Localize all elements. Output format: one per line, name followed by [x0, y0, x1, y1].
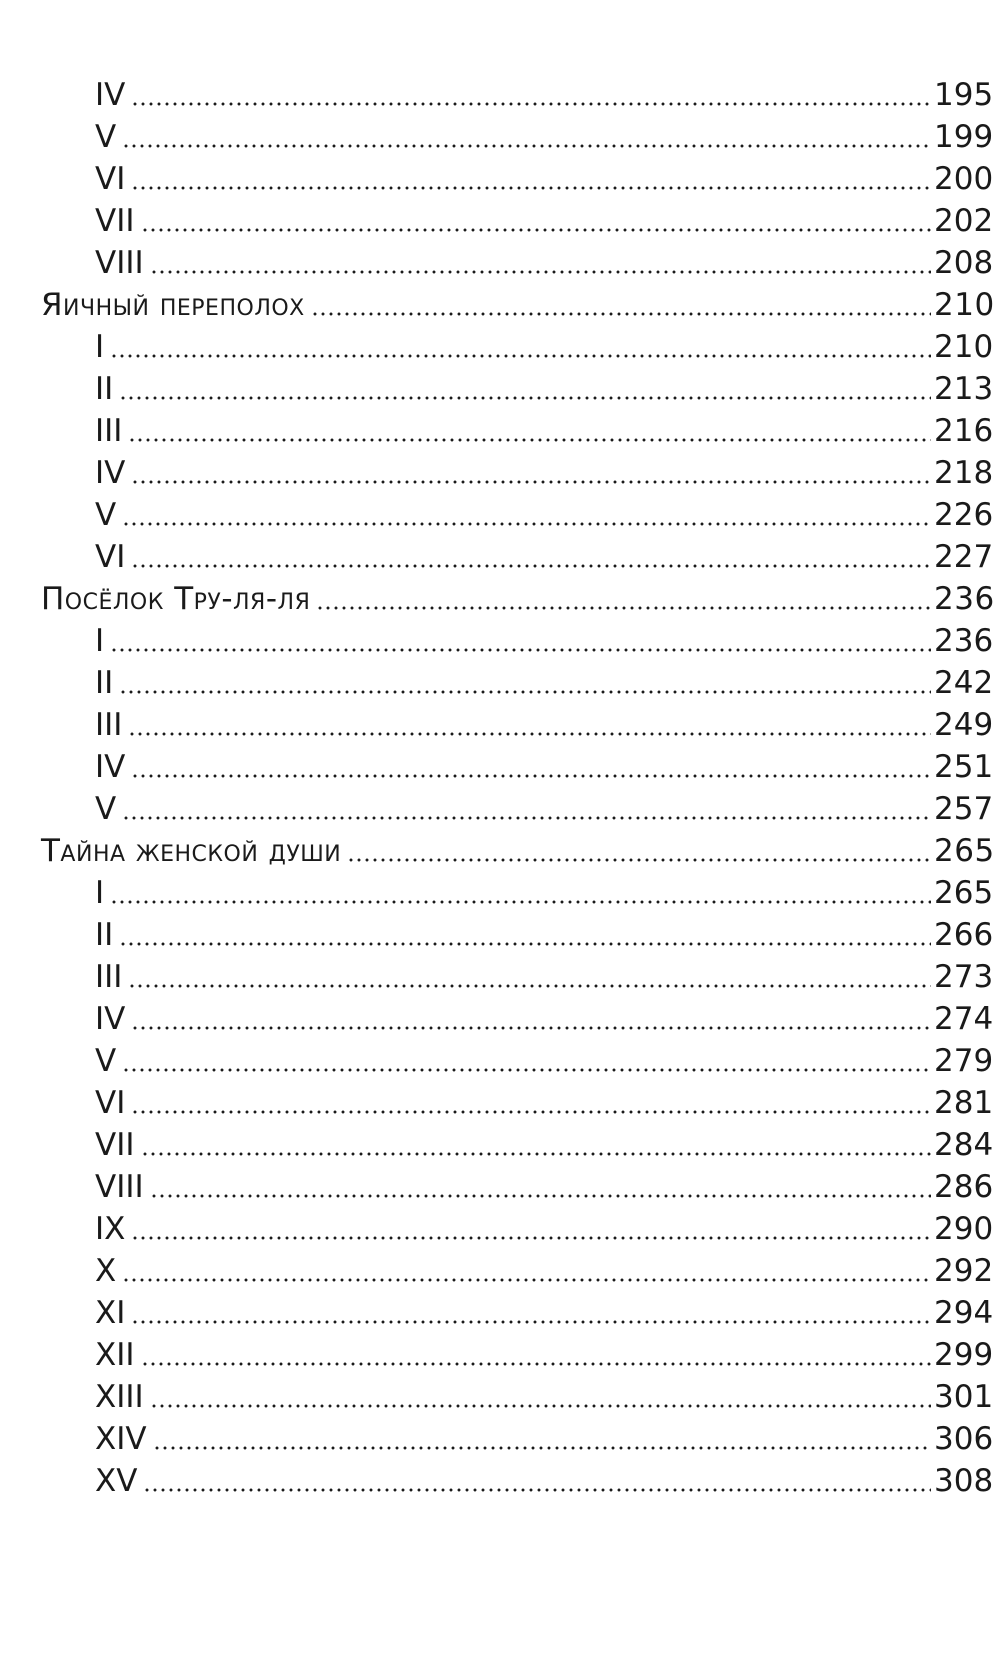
page-number: 236	[934, 623, 994, 659]
section-number: XIV	[95, 1421, 147, 1457]
page-number: 213	[934, 371, 994, 407]
page-number: 286	[934, 1169, 994, 1205]
page-number: 200	[934, 161, 994, 197]
dot-leader	[122, 1277, 931, 1283]
section-number: XIII	[95, 1379, 144, 1415]
toc-section-row[interactable]	[0, 620, 1000, 662]
dot-leader	[131, 101, 931, 107]
table-of-contents	[0, 74, 1000, 1502]
toc-section-row[interactable]	[0, 452, 1000, 494]
dot-leader	[316, 605, 931, 611]
page-number: 306	[934, 1421, 994, 1457]
toc-section-row[interactable]	[0, 956, 1000, 998]
toc-section-row[interactable]	[0, 788, 1000, 830]
dot-leader	[122, 521, 931, 527]
toc-section-row[interactable]	[0, 1418, 1000, 1460]
section-number: I	[95, 623, 105, 659]
section-number: XII	[95, 1337, 135, 1373]
page-number: 216	[934, 413, 994, 449]
page-number: 274	[934, 1001, 994, 1037]
dot-leader	[153, 1445, 931, 1451]
toc-section-row[interactable]	[0, 1040, 1000, 1082]
section-number: III	[95, 707, 123, 743]
page-number: 202	[934, 203, 994, 239]
toc-section-row[interactable]	[0, 116, 1000, 158]
toc-section-row[interactable]	[0, 1166, 1000, 1208]
toc-section-row[interactable]	[0, 662, 1000, 704]
page-number: 208	[934, 245, 994, 281]
page-number: 301	[934, 1379, 994, 1415]
page-number: 308	[934, 1463, 994, 1499]
dot-leader	[131, 1109, 931, 1115]
chapter-title: Тайна женской души	[41, 833, 342, 869]
toc-section-row[interactable]	[0, 368, 1000, 410]
page-number: 249	[934, 707, 994, 743]
section-number: V	[95, 791, 117, 827]
section-number: VI	[95, 1085, 126, 1121]
dot-leader	[110, 647, 931, 653]
section-number: VII	[95, 203, 135, 239]
section-number: II	[95, 371, 114, 407]
toc-section-row[interactable]	[0, 158, 1000, 200]
toc-section-row[interactable]	[0, 1376, 1000, 1418]
section-number: XI	[95, 1295, 126, 1331]
section-number: V	[95, 119, 117, 155]
section-number: VIII	[95, 1169, 144, 1205]
dot-leader	[131, 1235, 931, 1241]
dot-leader	[131, 185, 931, 191]
toc-section-row[interactable]	[0, 1334, 1000, 1376]
toc-section-row[interactable]	[0, 998, 1000, 1040]
dot-leader	[110, 353, 931, 359]
page-number: 294	[934, 1295, 994, 1331]
section-number: IV	[95, 749, 126, 785]
dot-leader	[128, 437, 931, 443]
section-number: VII	[95, 1127, 135, 1163]
section-number: II	[95, 665, 114, 701]
page-number: 299	[934, 1337, 994, 1373]
toc-section-row[interactable]	[0, 914, 1000, 956]
toc-section-row[interactable]	[0, 536, 1000, 578]
page-number: 279	[934, 1043, 994, 1079]
section-number: I	[95, 329, 105, 365]
section-number: I	[95, 875, 105, 911]
dot-leader	[119, 689, 931, 695]
toc-chapter-row[interactable]	[0, 830, 1000, 872]
dot-leader	[131, 1319, 931, 1325]
page-number: 251	[934, 749, 994, 785]
dot-leader	[119, 395, 931, 401]
toc-chapter-row[interactable]	[0, 284, 1000, 326]
page-number: 236	[934, 581, 995, 617]
dot-leader	[131, 773, 931, 779]
section-number: IV	[95, 77, 126, 113]
chapter-title: Посёлок Тру-ля-ля	[41, 581, 311, 617]
dot-leader	[150, 1403, 931, 1409]
dot-leader	[119, 941, 931, 947]
section-number: XV	[95, 1463, 138, 1499]
page-number: 265	[934, 833, 995, 869]
dot-leader	[143, 1487, 931, 1493]
page-number: 195	[934, 77, 994, 113]
toc-section-row[interactable]	[0, 242, 1000, 284]
dot-leader	[122, 815, 931, 821]
dot-leader	[128, 731, 931, 737]
page-number: 210	[934, 287, 995, 323]
section-number: II	[95, 917, 114, 953]
dot-leader	[150, 269, 931, 275]
toc-section-row[interactable]	[0, 200, 1000, 242]
page-number: 292	[934, 1253, 994, 1289]
toc-section-row[interactable]	[0, 1082, 1000, 1124]
toc-section-row[interactable]	[0, 1208, 1000, 1250]
dot-leader	[150, 1193, 931, 1199]
toc-section-row[interactable]	[0, 1124, 1000, 1166]
section-number: III	[95, 413, 123, 449]
page-number: 226	[934, 497, 994, 533]
toc-section-row[interactable]	[0, 872, 1000, 914]
page-number: 199	[934, 119, 994, 155]
dot-leader	[131, 563, 931, 569]
dot-leader	[347, 857, 931, 863]
toc-section-row[interactable]	[0, 410, 1000, 452]
toc-section-row[interactable]	[0, 74, 1000, 116]
section-number: V	[95, 497, 117, 533]
page-number: 284	[934, 1127, 994, 1163]
page-number: 265	[934, 875, 994, 911]
dot-leader	[131, 479, 931, 485]
page-number: 257	[934, 791, 994, 827]
toc-section-row[interactable]	[0, 1460, 1000, 1502]
dot-leader	[128, 983, 931, 989]
dot-leader	[131, 1025, 931, 1031]
toc-section-row[interactable]	[0, 746, 1000, 788]
chapter-title: Яичный переполох	[41, 287, 305, 323]
dot-leader	[141, 227, 932, 233]
page-number: 218	[934, 455, 994, 491]
section-number: VIII	[95, 245, 144, 281]
page-number: 242	[934, 665, 994, 701]
page-number: 210	[934, 329, 994, 365]
page-number: 266	[934, 917, 994, 953]
section-number: IX	[95, 1211, 126, 1247]
page-number: 281	[934, 1085, 994, 1121]
toc-section-row[interactable]	[0, 326, 1000, 368]
page-number: 290	[934, 1211, 994, 1247]
dot-leader	[122, 1067, 931, 1073]
dot-leader	[141, 1151, 932, 1157]
page-number: 273	[934, 959, 994, 995]
section-number: VI	[95, 161, 126, 197]
section-number: IV	[95, 1001, 126, 1037]
section-number: X	[95, 1253, 117, 1289]
dot-leader	[122, 143, 931, 149]
dot-leader	[311, 311, 931, 317]
section-number: V	[95, 1043, 117, 1079]
section-number: IV	[95, 455, 126, 491]
toc-section-row[interactable]	[0, 494, 1000, 536]
dot-leader	[141, 1361, 931, 1367]
toc-chapter-row[interactable]	[0, 578, 1000, 620]
toc-section-row[interactable]	[0, 1292, 1000, 1334]
section-number: III	[95, 959, 123, 995]
toc-section-row[interactable]	[0, 704, 1000, 746]
section-number: VI	[95, 539, 126, 575]
page-number: 227	[934, 539, 994, 575]
dot-leader	[110, 899, 931, 905]
toc-section-row[interactable]	[0, 1250, 1000, 1292]
